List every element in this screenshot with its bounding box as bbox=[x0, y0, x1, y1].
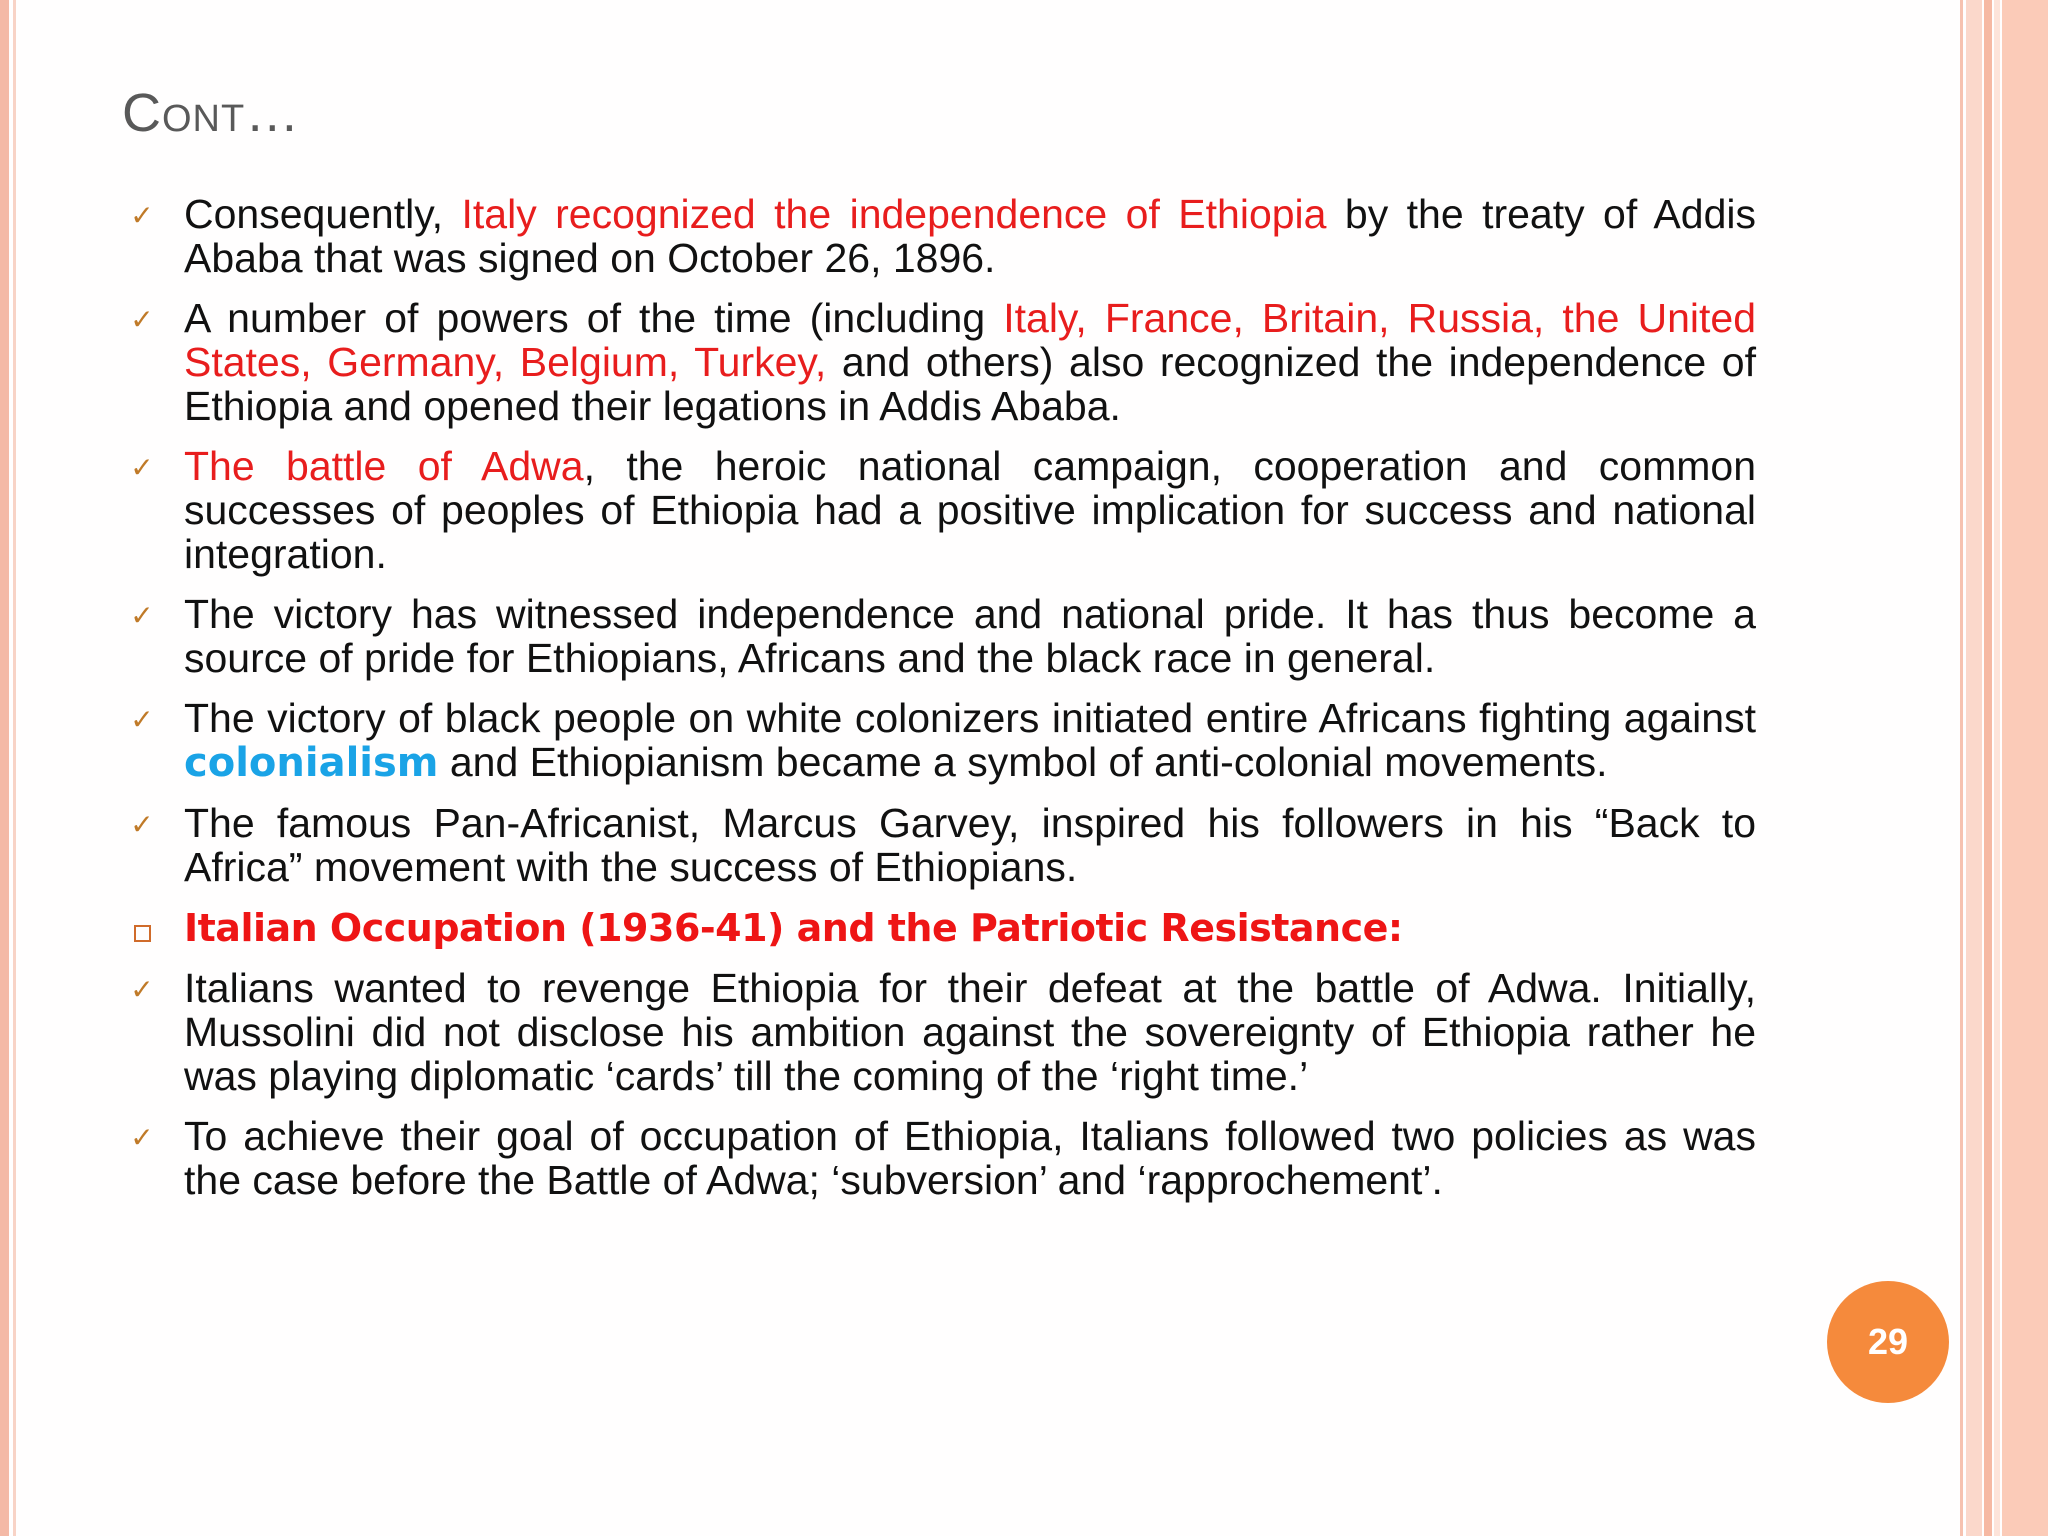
checkmark-icon: ✓ bbox=[130, 304, 154, 335]
bullet-item: ✓ A number of powers of the time (including Italy, France, Britain, Russia, the United States, Germany, Belgium, Turkey, and others) also recognized the independence of Ethiopia and opened their legations in Addis Ababa. bbox=[122, 296, 1756, 428]
checkmark-icon: ✓ bbox=[130, 704, 154, 735]
bullet-item: ✓ The victory has witnessed independence and national pride. It has thus become a source of pride for Ethiopians, Africans and the black race in general. bbox=[122, 592, 1756, 680]
right-border-band bbox=[1984, 0, 1992, 1536]
checkmark-icon: ✓ bbox=[130, 600, 154, 631]
bullet-item: ✓ To achieve their goal of occupation of Ethiopia, Italians followed two policies as was the case before the Battle of Adwa; ‘subversion’ and ‘rapprochement’. bbox=[122, 1114, 1756, 1202]
slide-title: Cont… bbox=[122, 83, 301, 143]
bullet-item: ✓ Italians wanted to revenge Ethiopia for their defeat at the battle of Adwa. Initially, Mussolini did not disclose his ambition against the sovereignty of Ethiopia rather he was playing diplomatic ‘cards’ till the coming of the ‘right time.’ bbox=[122, 966, 1756, 1098]
bullet-item: ✓ The battle of Adwa, the heroic national campaign, cooperation and common successes of peoples of Ethiopia had a positive implication for success and national integration. bbox=[122, 444, 1756, 576]
bullet-item: ✓ The victory of black people on white colonizers initiated entire Africans fighting against colonialism and Ethiopianism became a symbol of anti-colonial movements. bbox=[122, 696, 1756, 785]
checkmark-icon: ✓ bbox=[130, 452, 154, 483]
section-heading-item bbox=[122, 905, 1756, 950]
bullet-item: ✓ The famous Pan-Africanist, Marcus Garvey, inspired his followers in his “Back to Africa” movement with the success of Ethiopians. bbox=[122, 801, 1756, 889]
highlight-text: Italy recognized the independence of Ethiopia bbox=[461, 191, 1327, 237]
slide-body bbox=[122, 192, 1756, 1218]
square-bullet-icon bbox=[122, 911, 162, 955]
right-border-band bbox=[1966, 0, 1982, 1536]
checkmark-icon: ✓ bbox=[130, 1122, 154, 1153]
page-number-badge: 29 bbox=[1827, 1281, 1949, 1403]
highlight-keyword: colonialism bbox=[184, 740, 439, 786]
right-border-band bbox=[2002, 0, 2048, 1536]
left-border-line bbox=[13, 0, 16, 1536]
highlight-text: The battle of Adwa bbox=[184, 443, 584, 489]
checkmark-icon: ✓ bbox=[130, 809, 154, 840]
right-border-line bbox=[1960, 0, 1963, 1536]
left-border-stripe bbox=[0, 0, 9, 1536]
right-border-band bbox=[1994, 0, 2000, 1536]
bullet-item: ✓ Consequently, Italy recognized the independence of Ethiopia by the treaty of Addis Ababa that was signed on October 26, 1896. bbox=[122, 192, 1756, 280]
section-heading: Italian Occupation (1936-41) and the Patriotic Resistance: bbox=[184, 906, 1403, 950]
checkmark-icon: ✓ bbox=[130, 974, 154, 1005]
checkmark-icon: ✓ bbox=[130, 200, 154, 231]
highlight-text: Italy, France, Britain, Russia, the United States, Germany, Belgium, Turkey, bbox=[184, 295, 1756, 385]
